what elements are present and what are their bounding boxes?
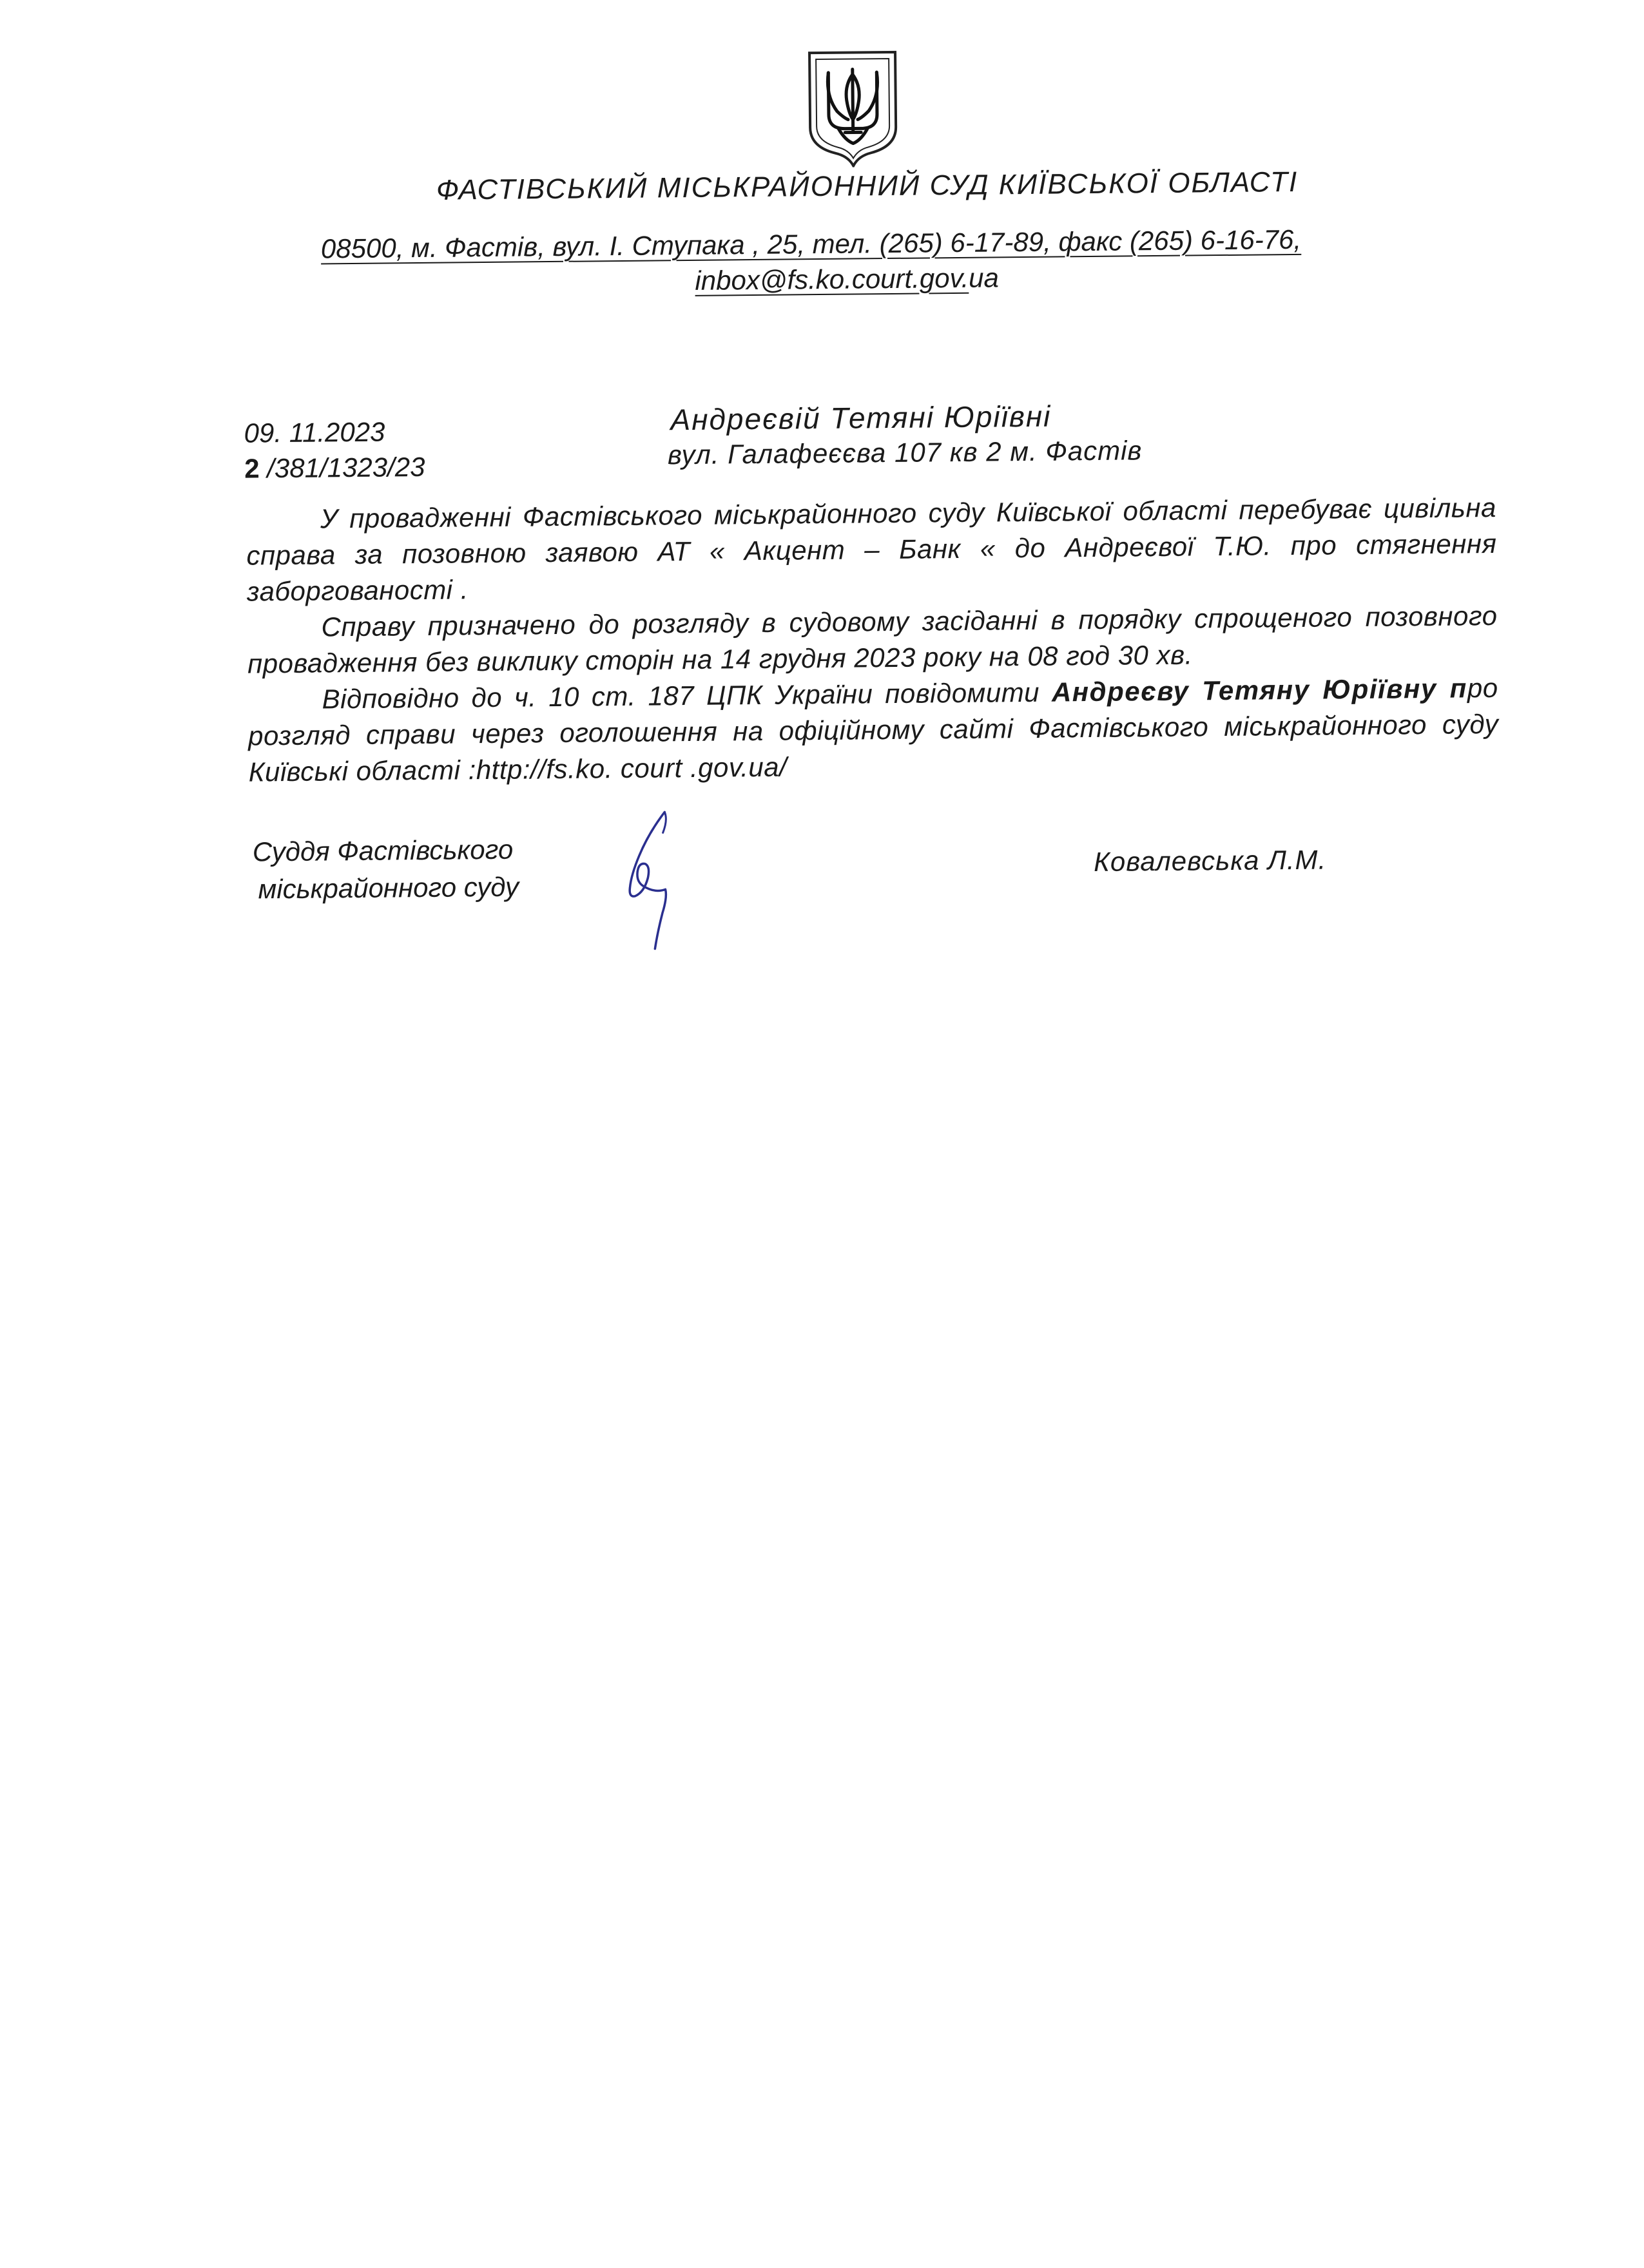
signature-icon (603, 807, 701, 956)
judge-title-line2: міськрайонного суду (258, 871, 519, 905)
court-email-link[interactable]: inbox@fs.ko.court.gov. (695, 262, 969, 296)
judge-title-line1: Суддя Фастівського (252, 834, 514, 867)
paragraph-notification (247, 670, 1499, 791)
case-number-rest: /381/1323/23 (259, 451, 425, 484)
recipient-address: вул. Галафеєєва 107 кв 2 м. Фастів (667, 435, 1143, 470)
court-address: 08500, м. Фастів, вул. І. Ступака , 25, тел. (265) 6-17-89, факс (265) 6-16-76, (320, 224, 1302, 264)
document-date: 09. 11.2023 (244, 416, 385, 448)
court-email-suffix: ua (968, 262, 1000, 293)
recipient-name: Андреєвій Тетяні Юріївні (670, 399, 1052, 437)
judge-title (253, 831, 588, 908)
court-email-line (695, 262, 999, 296)
coat-of-arms-icon (806, 50, 900, 168)
court-name: ФАСТІВСЬКИЙ МІСЬКРАЙОННИЙ СУД КИЇВСЬКОЇ ОБЛАСТІ (436, 166, 1299, 206)
paragraph-notification-end: ро розгляд справи через оголошення на офіційному сайті Фастівського міськрайонного суду Київські області :http://fs.ko. court .gov.ua/ (247, 672, 1499, 787)
defendant-name-bold: Андреєву Тетяну Юріївну п (1051, 673, 1468, 707)
case-number-prefix: 2 (244, 453, 260, 484)
paragraph-notification-start: Відповідно до ч. 10 ст. 187 ЦПК України повідомити (322, 677, 1052, 715)
paragraph-proceedings: У провадженні Фастівського міськрайонного суду Київської області перебуває цивільна справа за позовною заявою АТ « Акцент – Банк « до Андреєвої Т.Ю. про стягнення заборгованості . (246, 492, 1497, 607)
judge-name: Ковалевська Л.М. (1093, 844, 1327, 877)
case-number (244, 452, 425, 485)
notice-body (246, 490, 1499, 791)
paragraph-hearing: Справу призначено до розгляду в судовому засіданні в порядку спрощеного позовного провадження без виклику сторін на 14 грудня 2023 року на 08 год 30 хв. (247, 600, 1498, 679)
